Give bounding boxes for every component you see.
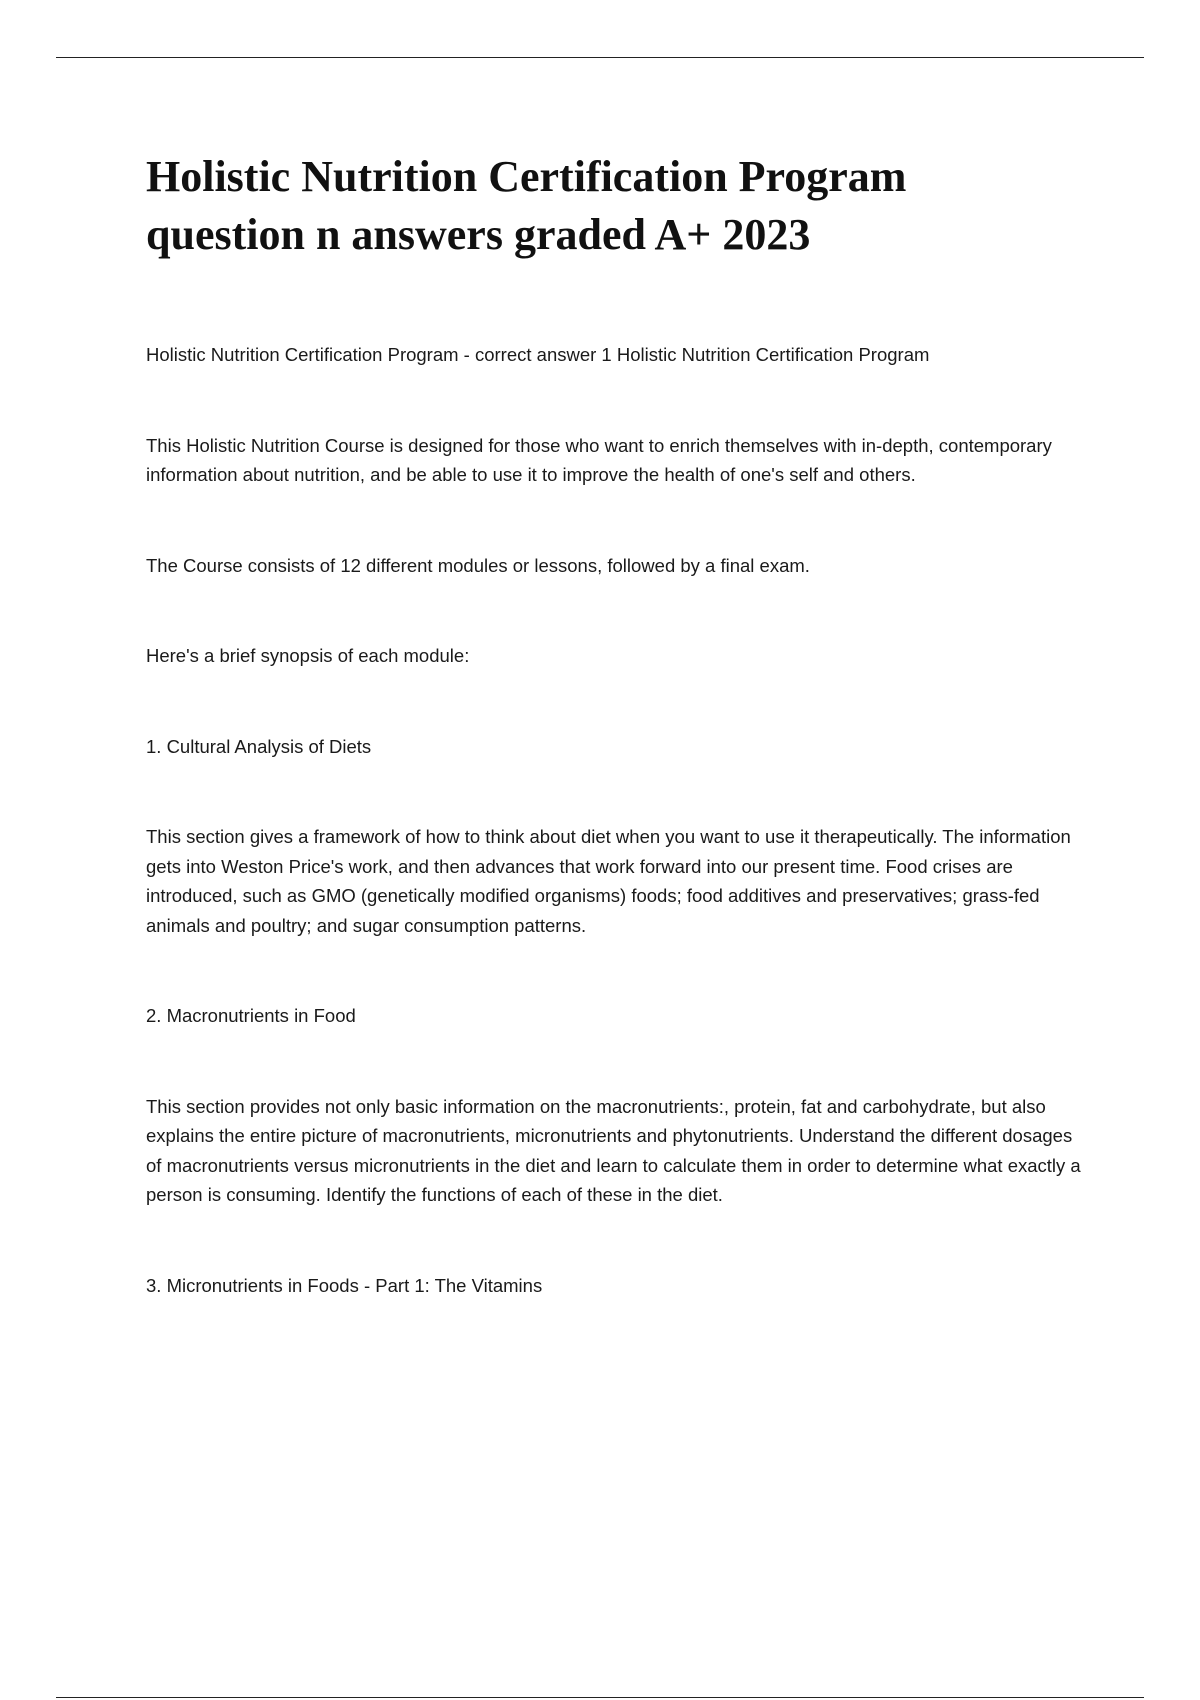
module-1-heading: 1. Cultural Analysis of Diets bbox=[146, 735, 372, 757]
module-2-heading: 2. Macronutrients in Food bbox=[146, 1005, 356, 1026]
course-structure-paragraph: The Course consists of 12 different modules or lessons, followed by a final exam. bbox=[146, 554, 810, 576]
title-line-2: question n answers graded A+ 2023 bbox=[146, 210, 811, 259]
document-body bbox=[146, 148, 1086, 1300]
bottom-rule bbox=[56, 1697, 1144, 1698]
module-3-heading: 3. Micronutrients in Foods - Part 1: The Vitamins bbox=[146, 1274, 543, 1296]
module-2-description: This section provides not only basic information on the macronutrients:, protein, fat and carbohydrate, but also explains the entire picture of macronutrients, micronutrients and phytonutrients. Understand the different dosages of macronutrients versus micronutrients in the diet and learn to calculate them in order to determine what exactly a person is consuming. Identify the functions of each of these in the diet. bbox=[146, 1095, 1081, 1205]
synopsis-intro-paragraph: Here's a brief synopsis of each module: bbox=[146, 645, 470, 666]
answer-paragraph: Holistic Nutrition Certification Program - correct answer 1 Holistic Nutrition Certification Program bbox=[146, 344, 930, 365]
module-1-description: This section gives a framework of how to think about diet when you want to use it therapeutically. The information gets into Weston Price's work, and then advances that work forward into our present time. Food crises are introduced, such as GMO (genetically modified organisms) foods; food additives and preservatives; grass-fed animals and poultry; and sugar consumption patterns. bbox=[146, 826, 1071, 936]
title-line-1: Holistic Nutrition Certification Program bbox=[146, 152, 907, 201]
course-description-paragraph: This Holistic Nutrition Course is designed for those who want to enrich themselves with in-depth, contemporary information about nutrition, and be able to use it to improve the health of one's self and others. bbox=[146, 434, 1052, 485]
document-title bbox=[146, 148, 1086, 264]
top-rule bbox=[56, 57, 1144, 58]
